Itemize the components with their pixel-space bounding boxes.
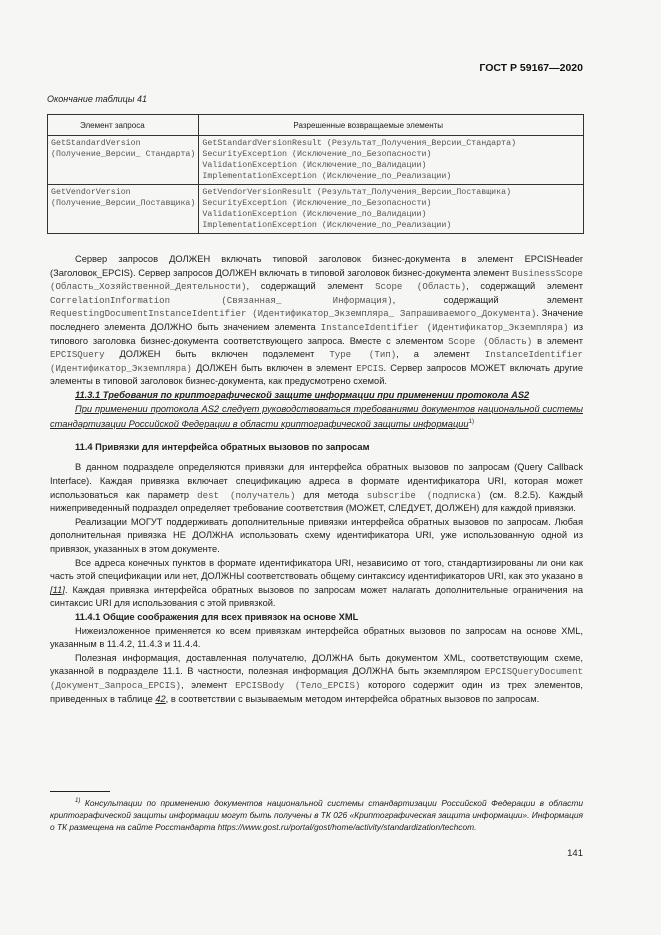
table-reference-link[interactable]: 42 bbox=[155, 693, 166, 704]
return-element: ValidationException (Исключение_по_Валидации) bbox=[202, 210, 427, 219]
paragraph-bindings-intro: В данном подразделе определяются привязки для интерфейса обратных вызовов по запросам (Query Callback Interface). Каждая привязка включает спецификацию адреса в формате идентификатора URI, которая может использоваться как параметр dest (получатель) для метода subscribe (подписка) (см. 8.2.5). Каждый нижеприведенный подраздел определяет требование соответствия (МОЖЕТ, СЛЕДУЕТ, ДОЛЖЕН) для каждой привязки. bbox=[50, 462, 584, 514]
paragraph-payload: Полезная информация, доставленная получателю, ДОЛЖНА быть документом XML, соответствующим схеме, указанной в подразделе 11.1. В частности, полезная информация ДОЛЖНА быть экземпляром EPCISQueryDocument (Документ_Запроса_EPCIS), элемент EPCISBody (Тело_EPCIS) которого содержит один из трех элементов, приведенных в таблице 42, в соответствии с вызываемым методом интерфейса обратных вызовов по запросам. bbox=[50, 652, 583, 704]
footnote-ref[interactable]: 1) bbox=[468, 419, 474, 426]
table-row bbox=[48, 185, 584, 234]
reference-link[interactable]: [11] bbox=[50, 584, 65, 595]
table-cell-element bbox=[48, 185, 199, 234]
body-text bbox=[50, 253, 583, 706]
table-header-allowed-returns: Разрешенные возвращаемые элементы bbox=[199, 115, 584, 136]
footnote: $^{1)}$ Консультации по применению документов национальной системы стандартизации Российской Федерации в области криптографической защиты информации могут быть получены в ТК 026 «Криптографическая защита информации». Информация о ТК размещена на сайте Росстандарта https://www.gost.ru/portal/gost/home/activity/standardization/techcom. bbox=[50, 797, 583, 832]
return-element: SecurityException (Исключение_по_Безопасности) bbox=[202, 150, 432, 159]
return-element: SecurityException (Исключение_по_Безопасности) bbox=[202, 199, 432, 208]
table-row bbox=[48, 136, 584, 185]
table-caption: Окончание таблицы 41 bbox=[47, 94, 147, 104]
table-cell-returns bbox=[199, 185, 584, 234]
return-element: ValidationException (Исключение_по_Валидации) bbox=[202, 161, 427, 170]
response-elements-table bbox=[47, 114, 584, 234]
paragraph-header-requirements: Сервер запросов ДОЛЖЕН включать типовой заголовок бизнес-документа в элемент EPCISHeader (Заголовок_EPCIS). Сервер запросов ДОЛЖЕН включать в типовой заголовок бизнес-документа элемент BusinessScope (Область_Хозяйственной_Деятельности), содержащий элемент Scope (Область), содержащий элемент CorrelationInformation (Связанная_ Информация), содержащий элемент RequestingDocumentInstanceIdentifier (Идентификатор_Экземпляра_ Запрашиваемого_Документа). Значение последнего элемента ДОЛЖНО быть значением элемента InstanceIdentifier (Идентификатор_Экземпляра) из типового заголовка бизнес-документа соответствующего запроса. Вместе с элементом Scope (Область) в элемент EPCISQuery ДОЛЖЕН быть включен подэлемент Type (Тип), а элемент InstanceIdentifier (Идентификатор_Экземпляра) ДОЛЖЕН быть включен в элемент EPCIS. Сервер запросов МОЖЕТ включать другие элементы в типовой заголовок бизнес-документа, как предусмотрено схемой. bbox=[50, 254, 584, 387]
return-element: ImplementationException (Исключение_по_Реализации) bbox=[202, 172, 452, 181]
table-header-request-element: Элемент запроса bbox=[48, 115, 199, 136]
table-header-row bbox=[48, 115, 584, 136]
subsection-heading-11-4-1: 11.4.1 Общие соображения для всех привязок на основе XML bbox=[75, 611, 359, 622]
paragraph-xml-scope: Нижеизложенное применяется ко всем привязкам интерфейса обратных вызовов по запросам на основе XML, указанным в 11.4.2, 11.4.3 и 11.4.4. bbox=[50, 625, 583, 650]
return-element: ImplementationException (Исключение_по_Реализации) bbox=[202, 221, 452, 230]
paragraph-as2: При применении протокола AS2 следует руководствоваться требованиями документов национальной системы стандартизации Российской Федерации в области криптографической защиты информации$^{1)}$ bbox=[50, 403, 583, 430]
paragraph-additional-bindings: Реализации МОГУТ поддерживать дополнительные привязки интерфейса обратных вызовов по запросам. Любая дополнительная привязка НЕ ДОЛЖНА использовать схему идентификатора URI, уже использованную одной из привязок, указанных в этом документе. bbox=[50, 516, 583, 554]
paragraph-uri-syntax: Все адреса конечных пунктов в формате идентификатора URI, независимо от того, стандартизированы ли они как часть этой спецификации или нет, ДОЛЖНЫ соответствовать общему синтаксису идентификаторов URI, как это указано в [11]. Каждая привязка интерфейса обратных вызовов по запросам может налагать дополнительные ограничения на синтаксис URI для использования с этой привязкой. bbox=[50, 557, 583, 609]
page-number: 141 bbox=[567, 848, 583, 859]
section-heading-11-4: 11.4 Привязки для интерфейса обратных вызовов по запросам bbox=[75, 441, 370, 452]
table-cell-element bbox=[48, 136, 199, 185]
return-element: GetStandardVersionResult (Результат_Получения_Версии_Стандарта) bbox=[202, 139, 517, 148]
element-name: GetStandardVersion (Получение_Версии_ Стандарта) bbox=[51, 139, 196, 159]
footnote-mark: 1) bbox=[75, 798, 81, 804]
return-element: GetVendorVersionResult (Результат_Получения_Версии_Поставщика) bbox=[202, 188, 512, 197]
table-cell-returns bbox=[199, 136, 584, 185]
subsection-heading-11-3-1: 11.3.1 Требования по криптографической защите информации при применении протокола AS2 bbox=[75, 389, 530, 400]
footnote-divider bbox=[50, 791, 110, 792]
element-name: GetVendorVersion (Получение_Версии_Поставщика) bbox=[51, 188, 196, 208]
standard-number: ГОСТ Р 59167—2020 bbox=[479, 62, 583, 74]
